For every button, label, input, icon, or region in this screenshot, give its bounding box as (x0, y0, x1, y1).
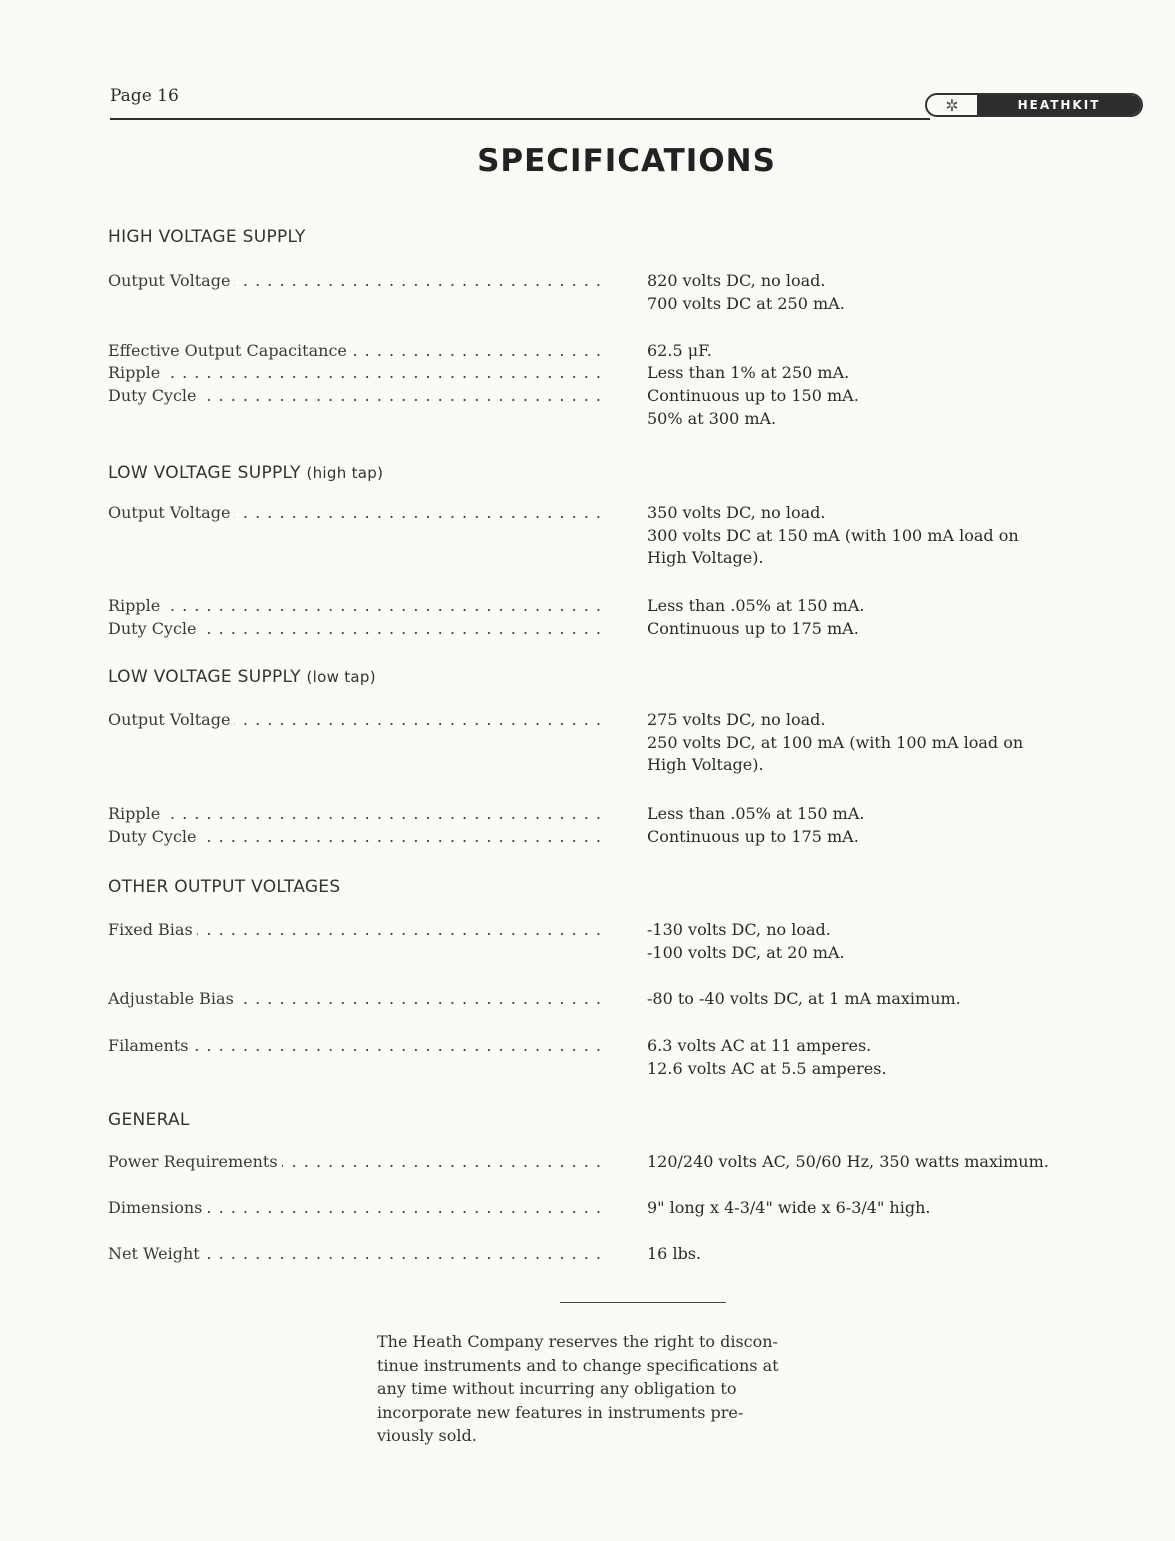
spec-value: Less than 1% at 250 mA. (647, 363, 850, 382)
spec-label: Adjustable Bias . . . (108, 988, 602, 1010)
spec-value: 62.5 μF. (647, 341, 712, 360)
notice-paragraph: The Heath Company reserves the right to discon- tinue instruments and to change specifications at any time without incurring any obligation to incorporate new features in instruments pre- viously sold. (377, 1332, 779, 1445)
spec-label: Output Voltage . . . (108, 270, 602, 292)
section-heading-general: GENERAL (108, 1110, 190, 1130)
spec-value: Continuous up to 175 mA. (647, 619, 859, 638)
spec-value: -80 to -40 volts DC, at 1 mA maximum. (647, 989, 961, 1008)
spec-label: Duty Cycle . . . (108, 826, 602, 848)
spec-label: Ripple . . . (108, 803, 602, 825)
section-divider (560, 1302, 726, 1303)
spec-label: Fixed Bias . . . (108, 919, 602, 941)
spec-value: 120/240 volts AC, 50/60 Hz, 350 watts maximum. (647, 1152, 1049, 1171)
spec-label: Ripple . . . (108, 362, 602, 384)
spec-value: 820 volts DC, no load. 700 volts DC at 250 mA. (647, 271, 845, 313)
spec-label: Net Weight . . . (108, 1243, 602, 1265)
spec-label: Effective Output Capacitance . . . (108, 340, 602, 362)
spec-label: Output Voltage . . . (108, 709, 602, 731)
spec-value: Less than .05% at 150 mA. (647, 596, 865, 615)
spec-label: Dimensions . . . (108, 1197, 602, 1219)
heathkit-logo (925, 93, 1143, 117)
logo-mark-icon: ✲ (945, 95, 959, 115)
spec-value: Less than .05% at 150 mA. (647, 804, 865, 823)
spec-value: Continuous up to 175 mA. (647, 827, 859, 846)
spec-label: Duty Cycle . . . (108, 618, 602, 640)
spec-value: 9" long x 4-3/4" wide x 6-3/4" high. (647, 1198, 931, 1217)
page-number: Page 16 (110, 86, 179, 106)
logo-text: HEATHKIT (977, 95, 1141, 115)
spec-label: Duty Cycle . . . (108, 385, 602, 407)
spec-value: 275 volts DC, no load. 250 volts DC, at 100 mA (with 100 mA load on High Voltage). (647, 710, 1024, 774)
section-heading-other-output-voltages: OTHER OUTPUT VOLTAGES (108, 877, 341, 897)
spec-label: Filaments . . . (108, 1035, 602, 1057)
spec-label: Ripple . . . (108, 595, 602, 617)
header-rule (110, 118, 930, 120)
page-title: SPECIFICATIONS (477, 143, 776, 179)
section-heading-low-voltage-high-tap: LOW VOLTAGE SUPPLY (high tap) (108, 463, 384, 483)
spec-value: 350 volts DC, no load. 300 volts DC at 150 mA (with 100 mA load on High Voltage). (647, 503, 1019, 567)
spec-value: 16 lbs. (647, 1244, 702, 1263)
section-heading-high-voltage: HIGH VOLTAGE SUPPLY (108, 227, 306, 247)
section-heading-low-voltage-low-tap: LOW VOLTAGE SUPPLY (low tap) (108, 667, 376, 687)
spec-label: Power Requirements . . . (108, 1151, 602, 1173)
spec-value: Continuous up to 150 mA. 50% at 300 mA. (647, 386, 859, 428)
spec-label: Output Voltage . . . (108, 502, 602, 524)
spec-value: 6.3 volts AC at 11 amperes. 12.6 volts AC at 5.5 amperes. (647, 1036, 887, 1078)
spec-value: -130 volts DC, no load. -100 volts DC, at 20 mA. (647, 920, 845, 962)
